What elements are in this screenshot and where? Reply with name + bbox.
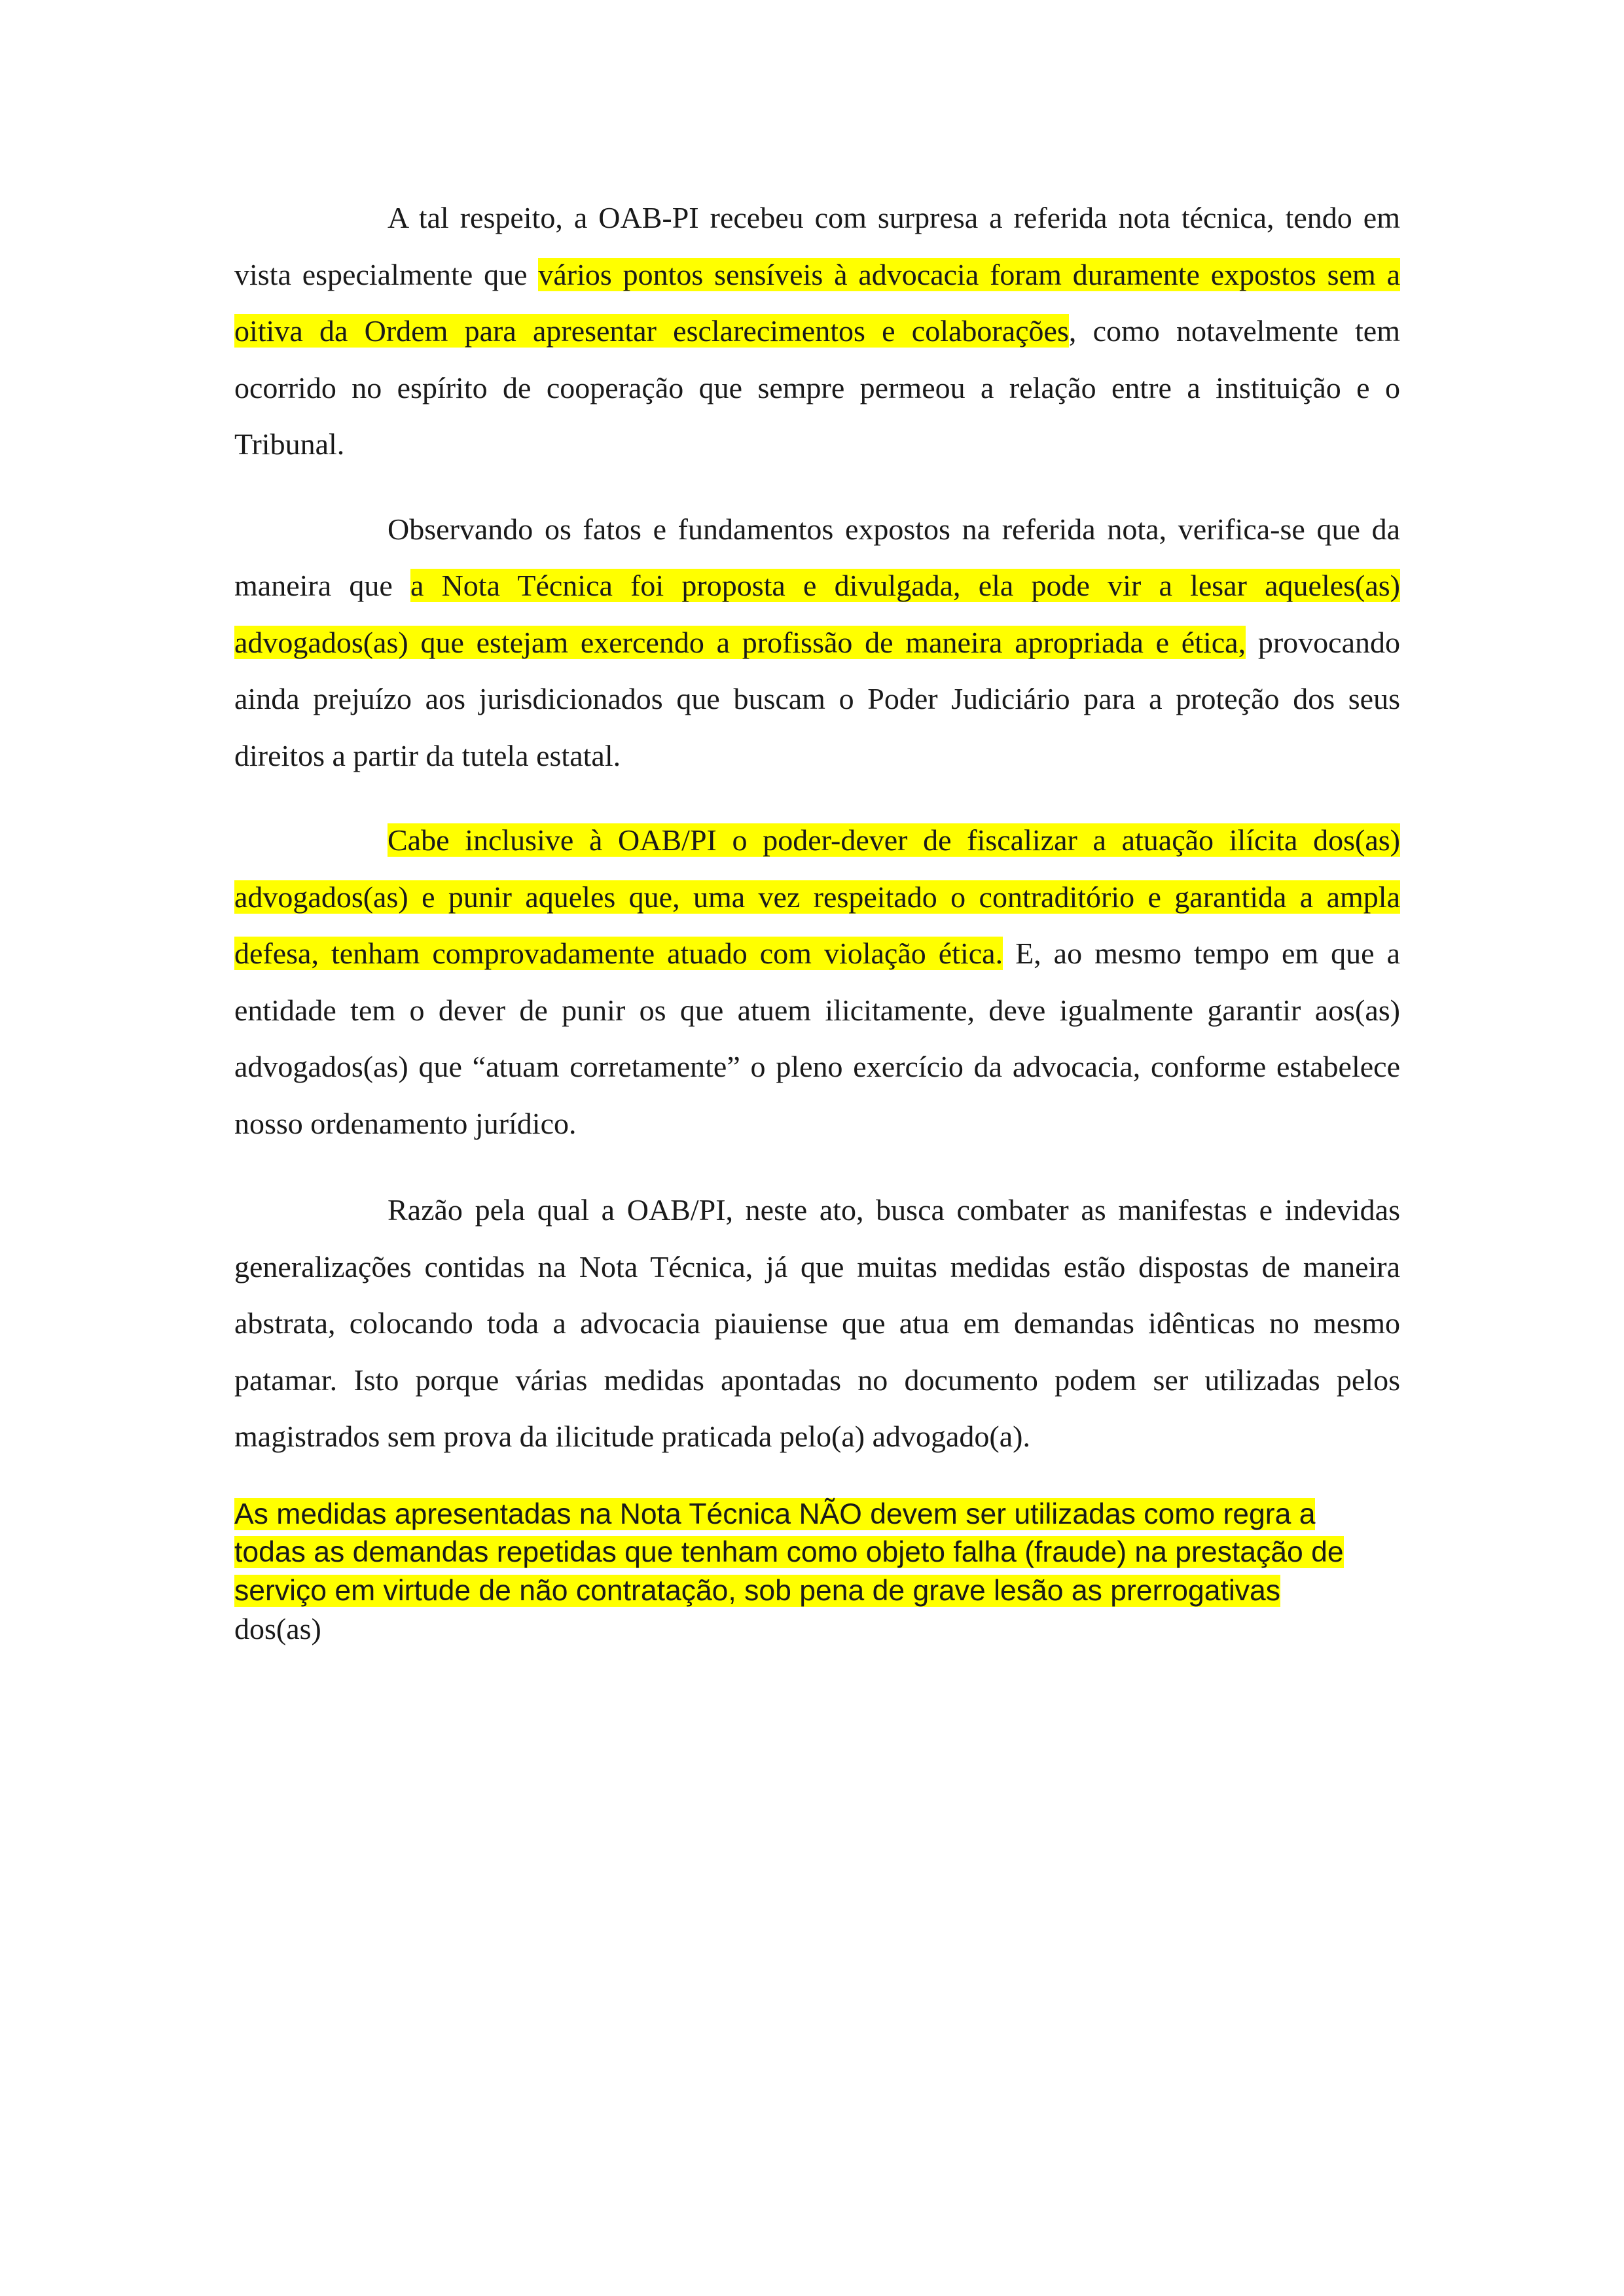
- paragraph-1-text-end: , como notavelmente tem ocorrido no espírito de cooperação que sempre permeou a relação entre a instituição e o Tribunal.: [234, 314, 1400, 461]
- paragraph-2-text: Observando os fatos e fundamentos expostos na referida nota, verifica-se que da maneira que: [234, 512, 1400, 602]
- paragraph-2-text-end: provocando ainda prejuízo aos jurisdicionados que buscam o Poder Judiciário para a proteção dos seus direitos a partir da tutela estatal.: [234, 625, 1400, 772]
- paragraph-1: [234, 190, 1400, 473]
- paragraph-1-highlight: vários pontos sensíveis à advocacia foram duramente expostos sem a oitiva da Ordem para apresentar esclarecimentos e colaborações: [234, 257, 1400, 348]
- paragraph-2-highlight: a Nota Técnica foi proposta e divulgada, ela pode vir a lesar aqueles(as) advogados(as) que estejam exercendo a profissão de maneira apropriada e ética,: [234, 569, 1400, 659]
- paragraph-5: [234, 1496, 1360, 1649]
- paragraph-3-text-end: E, ao mesmo tempo em que a entidade tem o dever de punir os que atuem ilicitamente, deve igualmente garantir aos(as) advogados(as) que “atuam corretamente” o pleno exercício da advocacia, conforme estabelece nosso ordenamento jurídico.: [234, 937, 1401, 1140]
- paragraph-4: Razão pela qual a OAB/PI, neste ato, busca combater as manifestas e indevidas generalizações contidas na Nota Técnica, já que muitas medidas estão dispostas de maneira abstrata, colocando toda a advocacia piauiense que atua em demandas idênticas no mesmo patamar. Isto porque várias medidas apontadas no documento podem ser utilizadas pelos magistrados sem prova da ilicitude praticada pelo(a) advogado(a).: [234, 1193, 1400, 1453]
- document-page: [234, 190, 1400, 1649]
- paragraph-2: [234, 501, 1400, 785]
- paragraph-1-text: A tal respeito, a OAB-PI recebeu com surpresa a referida nota técnica, tendo em vista especialmente que: [234, 201, 1400, 291]
- paragraph-5-highlight: As medidas apresentadas na Nota Técnica NÃO devem ser utilizadas como regra a todas as demandas repetidas que tenham como objeto falha (fraude) na prestação de serviço em virtude de não contratação, sob pena de grave lesão as prerrogativas: [234, 1498, 1344, 1607]
- paragraph-5-text-end: dos(as): [234, 1611, 321, 1645]
- paragraph-3: [234, 812, 1400, 1152]
- paragraph-3-highlight: Cabe inclusive à OAB/PI o poder-dever de fiscalizar a atuação ilícita dos(as) advogados(as) e punir aqueles que, uma vez respeitado o contraditório e garantida a ampla defesa, tenham comprovadamente atuado com violação ética.: [234, 823, 1400, 970]
